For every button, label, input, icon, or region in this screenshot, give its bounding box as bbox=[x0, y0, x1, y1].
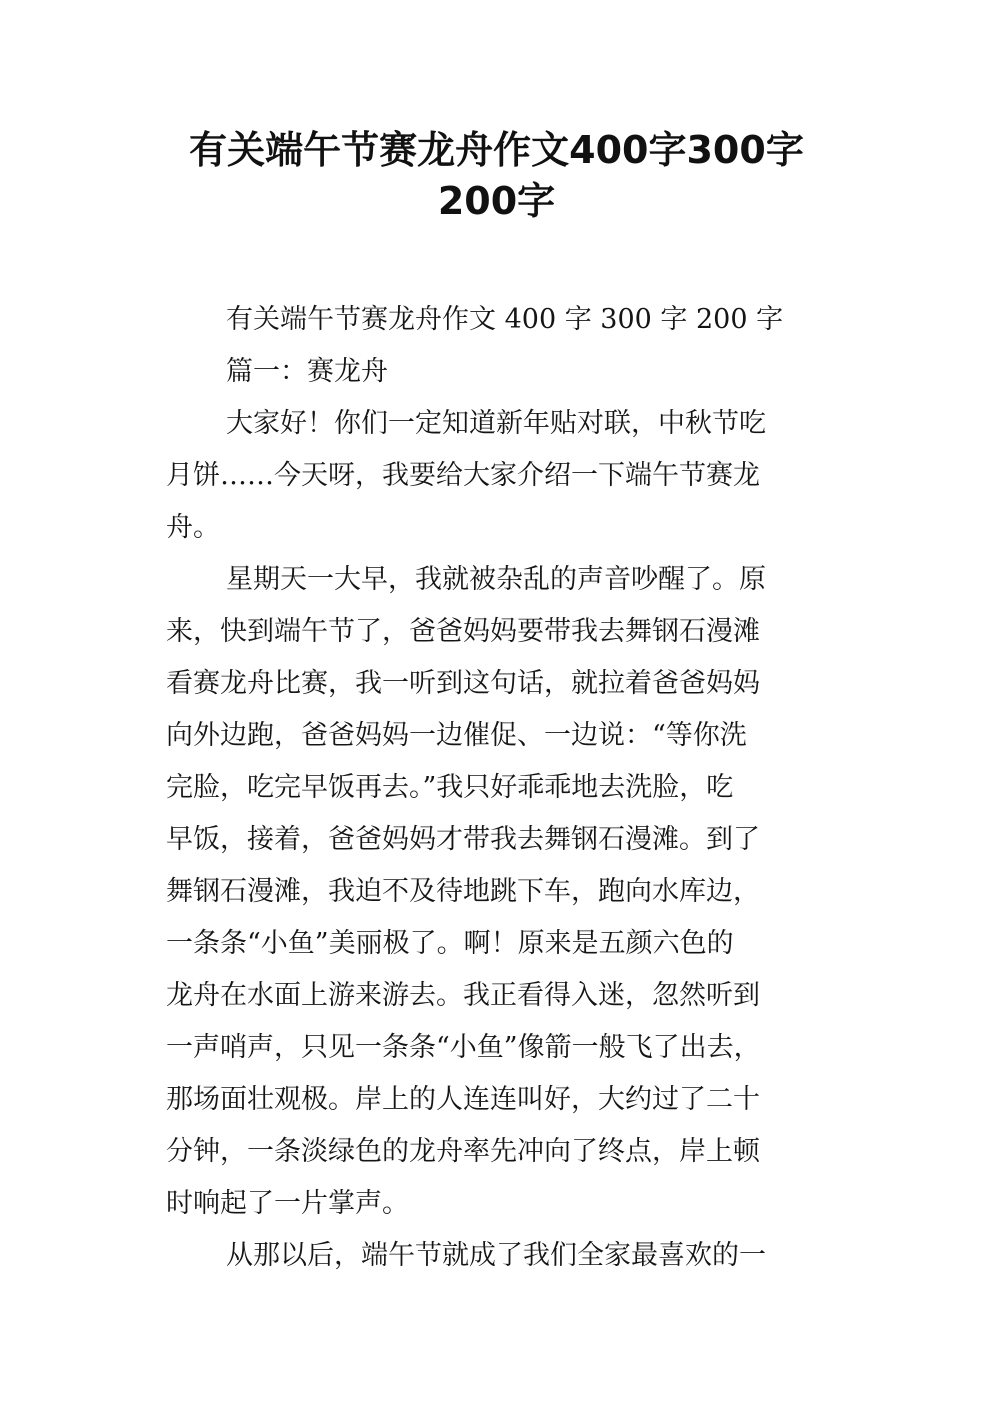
body-line: 那场面壮观极。岸上的人连连叫好，大约过了二十 bbox=[166, 1084, 760, 1115]
body-line: 向外边跑，爸爸妈妈一边催促、一边说：“等你洗 bbox=[166, 720, 747, 751]
body-line-subtitle: 有关端午节赛龙舟作文 400 字 300 字 200 字 bbox=[226, 304, 784, 335]
body-line: 早饭，接着，爸爸妈妈才带我去舞钢石漫滩。到了 bbox=[166, 824, 760, 855]
body-line: 时响起了一片掌声。 bbox=[166, 1188, 409, 1219]
body-line: 看赛龙舟比赛，我一听到这句话，就拉着爸爸妈妈 bbox=[166, 668, 760, 699]
body-line: 从那以后，端午节就成了我们全家最喜欢的一 bbox=[226, 1240, 766, 1271]
body-line: 舟。 bbox=[166, 512, 220, 543]
body-line: 来，快到端午节了，爸爸妈妈要带我去舞钢石漫滩 bbox=[166, 616, 760, 647]
body-line: 一条条“小鱼”美丽极了。啊！原来是五颜六色的 bbox=[166, 928, 734, 959]
body-line: 大家好！你们一定知道新年贴对联，中秋节吃 bbox=[226, 408, 766, 439]
body-line: 月饼……今天呀，我要给大家介绍一下端午节赛龙 bbox=[166, 460, 760, 491]
body-line: 舞钢石漫滩，我迫不及待地跳下车，跑向水库边， bbox=[166, 876, 760, 907]
body-line: 完脸，吃完早饭再去。”我只好乖乖地去洗脸，吃 bbox=[166, 772, 734, 803]
document-title-line-2: 200字 bbox=[437, 179, 556, 223]
body-line-section-heading: 篇一：赛龙舟 bbox=[226, 356, 388, 387]
body-line: 一声哨声，只见一条条“小鱼”像箭一般飞了出去， bbox=[166, 1032, 761, 1063]
body-line: 星期天一大早，我就被杂乱的声音吵醒了。原 bbox=[226, 564, 766, 595]
body-line: 分钟，一条淡绿色的龙舟率先冲向了终点，岸上顿 bbox=[166, 1136, 760, 1167]
body-line: 龙舟在水面上游来游去。我正看得入迷，忽然听到 bbox=[166, 980, 760, 1011]
document-title-line-1: 有关端午节赛龙舟作文400字300字 bbox=[189, 128, 804, 172]
